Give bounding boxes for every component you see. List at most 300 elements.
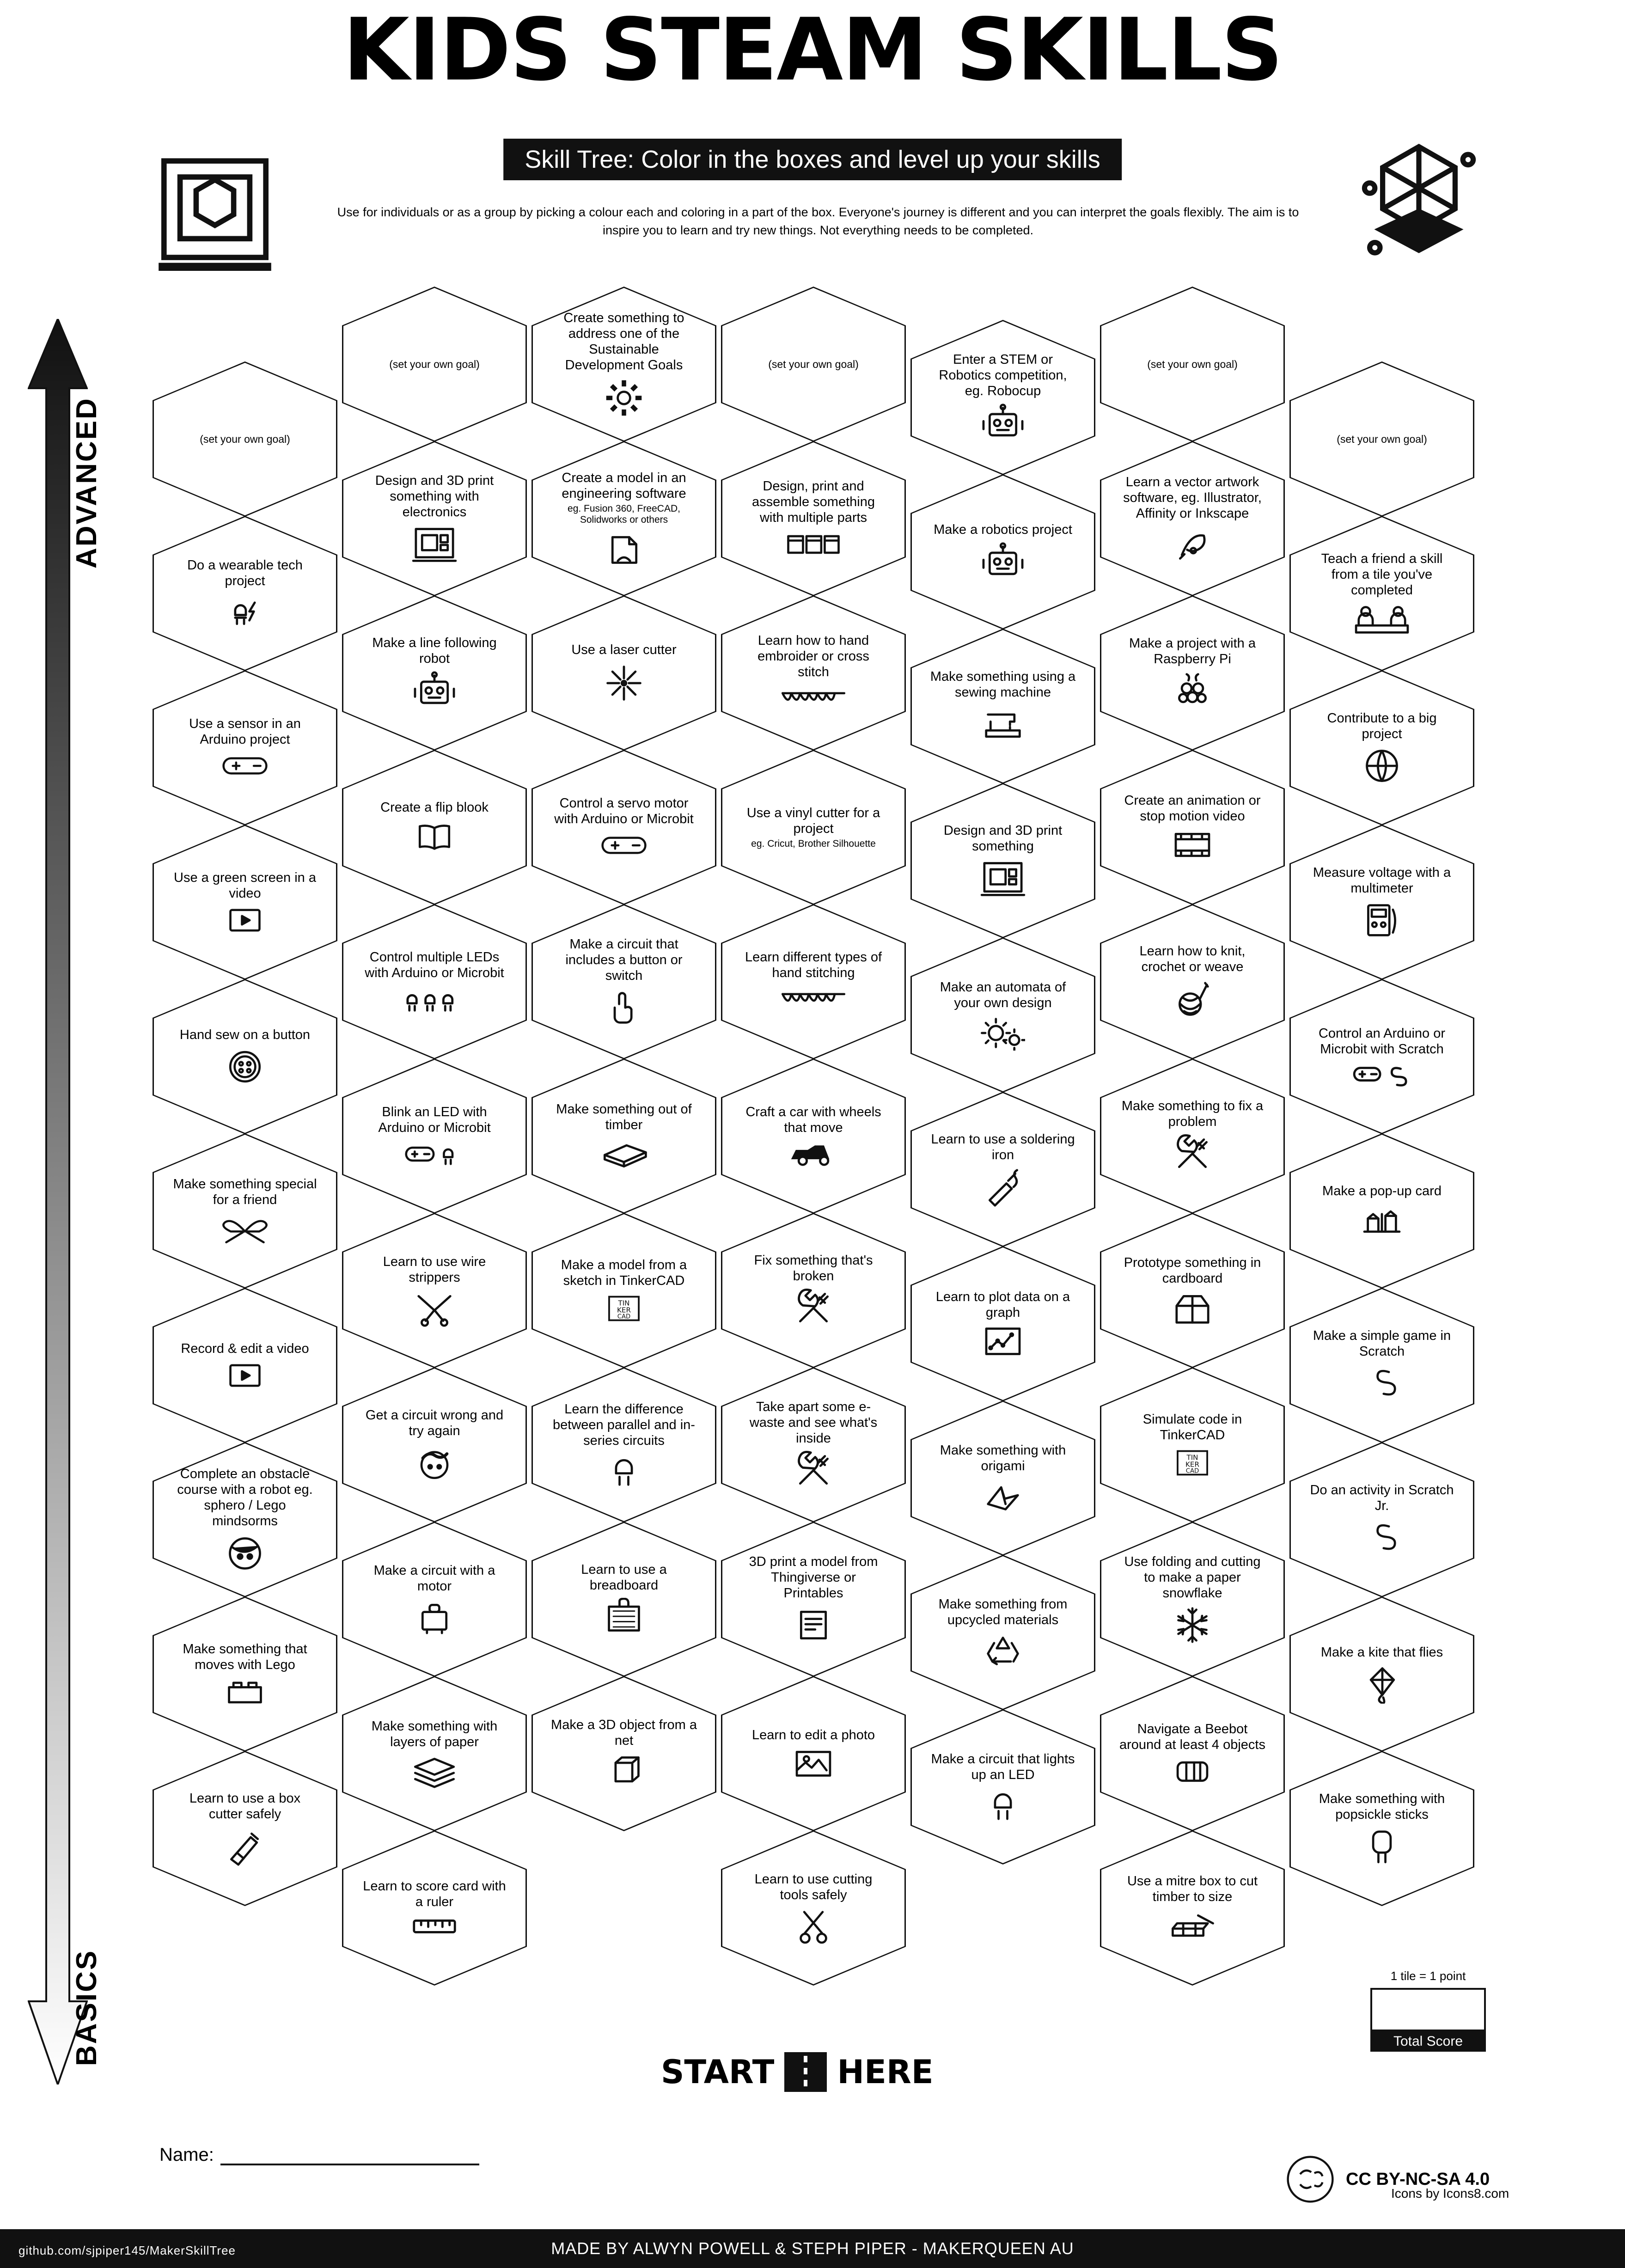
lego-brick-icon xyxy=(172,1677,318,1707)
sphero-icon xyxy=(172,1534,318,1573)
road-icon xyxy=(784,2052,827,2092)
skill-tile[interactable] xyxy=(531,441,716,596)
skill-tile[interactable] xyxy=(1100,1367,1285,1522)
skill-tile[interactable] xyxy=(531,1522,716,1677)
tile-content xyxy=(740,1399,886,1491)
score-panel xyxy=(1370,1969,1486,2052)
tile-content xyxy=(1309,551,1455,636)
tile-content xyxy=(172,1027,318,1086)
photo-icon xyxy=(740,1748,886,1780)
tile-label: Make a model from a sketch in TinkerCAD xyxy=(561,1257,687,1288)
tile-label: Do an activity in Scratch Jr. xyxy=(1310,1482,1454,1513)
tile-label: Hand sew on a button xyxy=(179,1027,311,1042)
robot-icon xyxy=(361,671,507,711)
skill-tile[interactable] xyxy=(1289,1133,1474,1289)
tile-content xyxy=(1309,710,1455,785)
tile-label: Record & edit a video xyxy=(181,1341,309,1356)
skill-tile[interactable] xyxy=(1100,750,1285,905)
tile-content xyxy=(172,557,318,630)
tile-label: Make a line following robot xyxy=(372,635,497,666)
tile-label: Take apart some e-waste and see what's inside xyxy=(749,1399,878,1446)
here-word: HERE xyxy=(837,2053,934,2091)
tile-label: Make something with layers of paper xyxy=(371,1718,498,1749)
axis-label-basics: BASICS xyxy=(71,1949,103,2066)
tile-label: Make something using a sewing machine xyxy=(930,669,1076,700)
arduino-led-icon xyxy=(361,1140,507,1168)
tile-label: Learn the difference between parallel and in-series circuits xyxy=(553,1401,695,1449)
tile-content xyxy=(1309,1482,1455,1557)
tile-content xyxy=(930,823,1076,899)
sewing-machine-icon xyxy=(930,705,1076,744)
tile-content xyxy=(930,1751,1076,1822)
tile-content xyxy=(172,433,318,446)
skill-tile[interactable] xyxy=(342,750,527,905)
tools-icon xyxy=(1119,1134,1265,1174)
tile-label: Blink an LED with Arduino or Microbit xyxy=(378,1104,491,1135)
tile-content xyxy=(551,642,697,704)
soldering-iron-icon xyxy=(930,1168,1076,1207)
skill-tile[interactable] xyxy=(1100,1213,1285,1368)
tile-label: Use a vinyl cutter for a project xyxy=(746,806,880,837)
tinkercad-icon xyxy=(1119,1448,1265,1478)
video-play-icon xyxy=(172,906,318,935)
tile-label: Make a circuit that includes a button or switch xyxy=(565,936,683,984)
scratch-icon xyxy=(1309,1518,1455,1557)
tile-content xyxy=(361,635,507,711)
arduino-icon xyxy=(172,752,318,780)
skill-tile[interactable] xyxy=(342,1676,527,1831)
skill-tile[interactable] xyxy=(1289,1442,1474,1597)
stitch-icon xyxy=(740,985,886,1014)
tile-content xyxy=(361,1878,507,1938)
led-single-icon xyxy=(930,1787,1076,1822)
tile-label: 3D print a model from Thingiverse or Printables xyxy=(749,1554,878,1601)
tile-label: Learn to use a breadboard xyxy=(581,1562,667,1593)
skill-tile[interactable] xyxy=(1289,516,1474,671)
skill-tile[interactable] xyxy=(1100,441,1285,596)
tile-label: Control an Arduino or Microbit with Scratch xyxy=(1318,1026,1446,1057)
skill-tile[interactable] xyxy=(1289,1596,1474,1752)
skill-tile[interactable] xyxy=(721,595,906,751)
tile-content xyxy=(361,800,507,855)
score-input[interactable] xyxy=(1370,1988,1486,2031)
name-input[interactable] xyxy=(220,2146,479,2165)
tile-label: Make a circuit with a motor xyxy=(373,1563,495,1594)
tile-label: Make a kite that flies xyxy=(1320,1644,1443,1660)
tile-label: Learn to plot data on a graph xyxy=(935,1289,1070,1320)
skill-tile[interactable] xyxy=(531,1367,716,1522)
skill-tile[interactable] xyxy=(342,441,527,596)
skill-tile[interactable] xyxy=(531,595,716,751)
skill-tile[interactable] xyxy=(910,1709,1095,1865)
book-icon xyxy=(361,820,507,855)
printer-chip-icon xyxy=(361,525,507,564)
tile-content xyxy=(172,1341,318,1390)
tile-content xyxy=(1309,1183,1455,1239)
level-axis xyxy=(28,319,88,2085)
skill-tile[interactable] xyxy=(531,1058,716,1214)
scratch-icon xyxy=(1309,1364,1455,1403)
tile-label: Make a circuit that lights up an LED xyxy=(931,1751,1075,1782)
tile-content xyxy=(740,1253,886,1328)
tile-label: Make a 3D object from a net xyxy=(551,1717,697,1748)
cad-model-icon xyxy=(551,530,697,567)
skill-tile[interactable] xyxy=(1289,1288,1474,1443)
skill-tile[interactable] xyxy=(342,595,527,751)
multimeter-icon xyxy=(1309,901,1455,940)
skill-tile[interactable] xyxy=(721,1676,906,1831)
tile-content xyxy=(930,522,1076,582)
video-play-icon xyxy=(172,1361,318,1390)
printer-page-icon xyxy=(740,1606,886,1644)
tile-label: Do a wearable tech project xyxy=(187,557,303,588)
tile-content xyxy=(361,1718,507,1789)
skill-tile[interactable] xyxy=(1100,287,1285,442)
tile-content xyxy=(172,1466,318,1574)
kite-icon xyxy=(1309,1665,1455,1704)
tile-content xyxy=(740,1554,886,1645)
license-text: CC BY-NC-SA 4.0 xyxy=(1346,2169,1490,2189)
tile-label: Learn how to hand embroider or cross stitch xyxy=(758,633,869,680)
skill-tile[interactable] xyxy=(910,783,1095,938)
mitre-box-icon xyxy=(1119,1909,1265,1943)
timber-icon xyxy=(551,1137,697,1171)
sdg-wheel-icon xyxy=(551,378,697,418)
car-icon xyxy=(740,1140,886,1168)
3d-printer-icon xyxy=(148,148,282,287)
tile-content xyxy=(930,1131,1076,1207)
tile-content xyxy=(1119,1412,1265,1478)
stitch-icon xyxy=(740,685,886,713)
tile-content xyxy=(930,979,1076,1051)
skill-tile[interactable] xyxy=(531,904,716,1059)
skill-tile[interactable] xyxy=(721,441,906,596)
gears-icon xyxy=(930,1015,1076,1051)
breadboard-icon xyxy=(551,1598,697,1637)
tinkercad-icon xyxy=(551,1293,697,1324)
laser-icon xyxy=(551,662,697,704)
score-note: 1 tile = 1 point xyxy=(1390,1969,1466,1983)
svg-text:TIN: TIN xyxy=(1186,1453,1198,1462)
tile-content xyxy=(1309,865,1455,940)
skill-tile[interactable] xyxy=(153,361,337,517)
tile-content xyxy=(740,478,886,559)
tile-label: Learn to use a soldering iron xyxy=(931,1131,1075,1162)
tile-label: Prototype something in cardboard xyxy=(1124,1255,1261,1286)
skill-tile[interactable] xyxy=(910,474,1095,630)
svg-text:KER: KER xyxy=(617,1306,631,1314)
tile-label: Make something with popsickle sticks xyxy=(1319,1791,1445,1822)
tile-label: Fix something that's broken xyxy=(754,1253,873,1284)
tile-sublabel: eg. Cricut, Brother Silhouette xyxy=(751,838,876,849)
tile-content xyxy=(930,1596,1076,1669)
skill-tile[interactable] xyxy=(910,1246,1095,1401)
tile-content xyxy=(1119,1873,1265,1943)
skill-tile[interactable] xyxy=(153,1288,337,1443)
skill-tile[interactable] xyxy=(531,1213,716,1368)
tile-label: Design and 3D print something xyxy=(943,823,1063,854)
skill-tile[interactable] xyxy=(721,1058,906,1214)
tile-label: Simulate code in TinkerCAD xyxy=(1142,1412,1242,1443)
skill-tile[interactable] xyxy=(1100,1676,1285,1831)
tile-content xyxy=(1309,1644,1455,1704)
tile-content xyxy=(1309,1328,1455,1403)
skill-tile[interactable] xyxy=(153,979,337,1134)
skill-tile[interactable] xyxy=(153,1133,337,1289)
tile-label: Use a green screen in a video xyxy=(174,870,316,901)
gift-bow-icon xyxy=(172,1212,318,1246)
arduino-icon xyxy=(551,831,697,859)
tile-content xyxy=(172,716,318,780)
tile-content xyxy=(1119,636,1265,710)
footer-credit: MADE BY ALWYN POWELL & STEPH PIPER - MAKERQUEEN AU xyxy=(551,2239,1074,2258)
tile-content xyxy=(361,1104,507,1168)
tile-label: Teach a friend a skill from a tile you've completed xyxy=(1321,551,1443,598)
tile-label: Measure voltage with a multimeter xyxy=(1313,865,1451,896)
led-bolt-icon xyxy=(172,593,318,630)
skill-tile[interactable] xyxy=(1100,1522,1285,1677)
svg-text:CAD: CAD xyxy=(617,1313,631,1320)
tile-content xyxy=(740,1727,886,1780)
skill-tile[interactable] xyxy=(1100,595,1285,751)
tile-content xyxy=(551,1401,697,1489)
tile-content xyxy=(1119,1098,1265,1174)
tools-icon xyxy=(740,1289,886,1328)
skill-tile[interactable] xyxy=(531,750,716,905)
motor-icon xyxy=(361,1599,507,1636)
tile-content xyxy=(740,805,886,850)
cc-logo-icon xyxy=(1285,2154,1336,2205)
origami-icon xyxy=(930,1479,1076,1514)
icons-credit: Icons by Icons8.com xyxy=(1391,2186,1509,2201)
skill-tile[interactable] xyxy=(342,1830,527,1986)
skill-tile[interactable] xyxy=(153,670,337,825)
skill-tile[interactable] xyxy=(531,1676,716,1831)
tile-label: Use folding and cutting to make a paper snowflake xyxy=(1124,1554,1261,1601)
yarn-icon xyxy=(1119,979,1265,1020)
tile-label: Learn to use wire strippers xyxy=(383,1254,486,1285)
tile-content xyxy=(930,669,1076,744)
skill-tile[interactable] xyxy=(1289,979,1474,1134)
tile-content xyxy=(172,1176,318,1246)
tile-label: Learn a vector artwork software, eg. Illustrator, Affinity or Inkscape xyxy=(1123,474,1262,521)
tile-content xyxy=(1119,943,1265,1020)
arduino-scratch-icon xyxy=(1309,1062,1455,1088)
skill-tile[interactable] xyxy=(910,1092,1095,1247)
tile-content xyxy=(551,1257,697,1324)
footer-github[interactable]: github.com/sjpiper145/MakerSkillTree xyxy=(18,2244,236,2257)
tile-label: Create an animation or stop motion video xyxy=(1124,793,1261,824)
page-title: KIDS STEAM SKILLS xyxy=(342,0,1283,100)
snowflake-icon xyxy=(1119,1606,1265,1644)
skill-tile[interactable] xyxy=(153,1596,337,1752)
skill-tile[interactable] xyxy=(910,937,1095,1093)
tile-content xyxy=(361,1407,507,1482)
robot-icon xyxy=(930,403,1076,443)
tile-content xyxy=(551,1562,697,1637)
skill-tile[interactable] xyxy=(531,287,716,442)
tile-content xyxy=(361,358,507,371)
tile-label: Learn to use a box cutter safely xyxy=(189,1791,301,1822)
skill-tile[interactable] xyxy=(342,904,527,1059)
led-single-icon xyxy=(551,1453,697,1488)
tile-label: Make something with origami xyxy=(940,1443,1066,1473)
skill-tile[interactable] xyxy=(1289,1751,1474,1906)
skill-tile[interactable] xyxy=(910,320,1095,475)
tile-content xyxy=(740,949,886,1014)
svg-text:TIN: TIN xyxy=(618,1299,630,1308)
tile-label: Use a laser cutter xyxy=(571,642,677,657)
tile-label: Learn to edit a photo xyxy=(751,1727,875,1742)
tile-goal-placeholder: (set your own goal) xyxy=(768,358,859,370)
skill-tile[interactable] xyxy=(1100,1058,1285,1214)
popup-card-icon xyxy=(1309,1204,1455,1239)
tile-content xyxy=(740,1871,886,1944)
popsickle-icon xyxy=(1309,1827,1455,1866)
tile-sublabel: eg. Fusion 360, FreeCAD, Solidworks or others xyxy=(568,503,680,525)
skill-tile[interactable] xyxy=(342,1058,527,1214)
leds-row-icon xyxy=(361,985,507,1014)
subtitle-banner: Skill Tree: Color in the boxes and level up your skills xyxy=(503,139,1122,180)
score-label: Total Score xyxy=(1370,2031,1486,2052)
tile-label: Make a simple game in Scratch xyxy=(1313,1328,1451,1359)
tile-goal-placeholder: (set your own goal) xyxy=(1337,433,1427,445)
tile-content xyxy=(930,1289,1076,1358)
tile-content xyxy=(930,1443,1076,1514)
tile-content xyxy=(172,870,318,935)
tile-content xyxy=(551,1101,697,1171)
tools-icon xyxy=(740,1451,886,1491)
tile-content xyxy=(1119,1554,1265,1645)
ruler-icon xyxy=(361,1914,507,1938)
box-cutter-icon xyxy=(172,1827,318,1866)
tile-label: Make something out of timber xyxy=(556,1101,692,1132)
recycle-icon xyxy=(930,1632,1076,1669)
tile-content xyxy=(361,473,507,565)
robot-icon xyxy=(930,542,1076,582)
skill-tile[interactable] xyxy=(721,750,906,905)
skill-tile[interactable] xyxy=(721,1367,906,1522)
3d-cube-grid-icon xyxy=(1354,134,1484,268)
smoke-face-icon xyxy=(361,1443,507,1482)
skill-tile[interactable] xyxy=(342,1522,527,1677)
start-here xyxy=(661,2052,934,2092)
name-field[interactable] xyxy=(159,2145,479,2165)
name-label: Name: xyxy=(159,2145,214,2165)
cardboard-box-icon xyxy=(1119,1291,1265,1326)
wire-strippers-icon xyxy=(361,1290,507,1327)
skill-tile[interactable] xyxy=(153,516,337,671)
paper-layers-icon xyxy=(361,1754,507,1789)
tile-content xyxy=(361,949,507,1014)
multi-parts-icon xyxy=(740,530,886,559)
tile-label: Use a mitre box to cut timber to size xyxy=(1127,1873,1258,1904)
tile-content xyxy=(551,1717,697,1790)
skill-tile[interactable] xyxy=(153,825,337,980)
tile-label: Craft a car with wheels that move xyxy=(745,1104,881,1135)
skill-tile[interactable] xyxy=(1289,670,1474,825)
skill-tile[interactable] xyxy=(153,1751,337,1906)
skill-tile[interactable] xyxy=(342,287,527,442)
tile-content xyxy=(551,310,697,419)
tile-content xyxy=(740,1104,886,1168)
cube-net-icon xyxy=(551,1753,697,1790)
tile-content xyxy=(551,936,697,1027)
tile-label: Control a servo motor with Arduino or Microbit xyxy=(554,795,694,826)
tile-content xyxy=(172,1791,318,1866)
tile-label: Get a circuit wrong and try again xyxy=(365,1407,504,1438)
tile-label: Complete an obstacle course with a robot eg. sphero / Lego mindsorms xyxy=(177,1466,313,1529)
footer-bar xyxy=(0,2229,1625,2268)
tile-label: Make something to fix a problem xyxy=(1121,1098,1264,1129)
tile-label: Create something to address one of the Sustainable Development Goals xyxy=(563,310,684,373)
intro-blurb: Use for individuals or as a group by picking a colour each and coloring in a part of the box. Everyone's journey is different and you can interpret the goals flexibly. The aim is to inspire you to learn and try new things. Not everything needs to be completed. xyxy=(337,205,1299,238)
tile-content xyxy=(740,633,886,714)
tile-content xyxy=(1119,1255,1265,1326)
tile-content xyxy=(1119,1721,1265,1786)
teach-icon xyxy=(1309,603,1455,636)
tile-content xyxy=(1119,358,1265,371)
globe-icon xyxy=(1309,746,1455,785)
skill-tile[interactable] xyxy=(910,1400,1095,1556)
skill-tile[interactable] xyxy=(153,1442,337,1597)
beebot-icon xyxy=(1119,1757,1265,1786)
tile-label: Learn different types of hand stitching xyxy=(745,949,882,980)
skill-tile[interactable] xyxy=(342,1213,527,1368)
skill-tile[interactable] xyxy=(721,1213,906,1368)
pen-tool-icon xyxy=(1119,526,1265,563)
skill-tile[interactable] xyxy=(721,287,906,442)
tile-content xyxy=(930,352,1076,444)
axis-label-advanced: ADVANCED xyxy=(71,397,103,569)
skill-tile[interactable] xyxy=(910,629,1095,784)
skill-tile[interactable] xyxy=(1289,825,1474,980)
tile-label: Use a sensor in an Arduino project xyxy=(189,716,301,747)
tile-label: Make a pop-up card xyxy=(1322,1183,1442,1198)
skill-tile[interactable] xyxy=(910,1555,1095,1710)
tile-content xyxy=(551,470,697,567)
tile-content xyxy=(1119,793,1265,862)
tile-label: Navigate a Beebot around at least 4 objects xyxy=(1119,1721,1265,1752)
tile-content xyxy=(361,1254,507,1327)
tile-label: Design and 3D print something with electronics xyxy=(375,473,494,520)
skill-tile[interactable] xyxy=(1289,361,1474,517)
tile-content xyxy=(1309,1026,1455,1088)
tile-label: Make something special for a friend xyxy=(173,1176,317,1207)
tile-goal-placeholder: (set your own goal) xyxy=(1147,358,1238,370)
printer-chip-icon xyxy=(930,859,1076,899)
tile-label: Control multiple LEDs with Arduino or Microbit xyxy=(365,949,504,980)
tile-label: Contribute to a big project xyxy=(1327,710,1437,741)
skill-tile[interactable] xyxy=(721,904,906,1059)
svg-text:KER: KER xyxy=(1185,1460,1199,1469)
tile-label: Create a model in an engineering software xyxy=(562,471,686,501)
graph-icon xyxy=(930,1325,1076,1358)
press-button-icon xyxy=(551,988,697,1027)
skill-tile[interactable] xyxy=(1100,1830,1285,1986)
skill-tile[interactable] xyxy=(721,1522,906,1677)
tile-goal-placeholder: (set your own goal) xyxy=(389,358,480,370)
skill-tile[interactable] xyxy=(721,1830,906,1986)
skill-tile[interactable] xyxy=(342,1367,527,1522)
tile-label: Learn to score card with a ruler xyxy=(363,1878,506,1909)
tile-label: Make an automata of your own design xyxy=(940,979,1066,1010)
skill-tile[interactable] xyxy=(1100,904,1285,1059)
tile-content xyxy=(1119,474,1265,563)
tile-label: Design, print and assemble something with multiple parts xyxy=(752,478,875,526)
svg-text:CAD: CAD xyxy=(1185,1467,1199,1475)
tile-label: Make a project with a Raspberry Pi xyxy=(1129,636,1256,666)
